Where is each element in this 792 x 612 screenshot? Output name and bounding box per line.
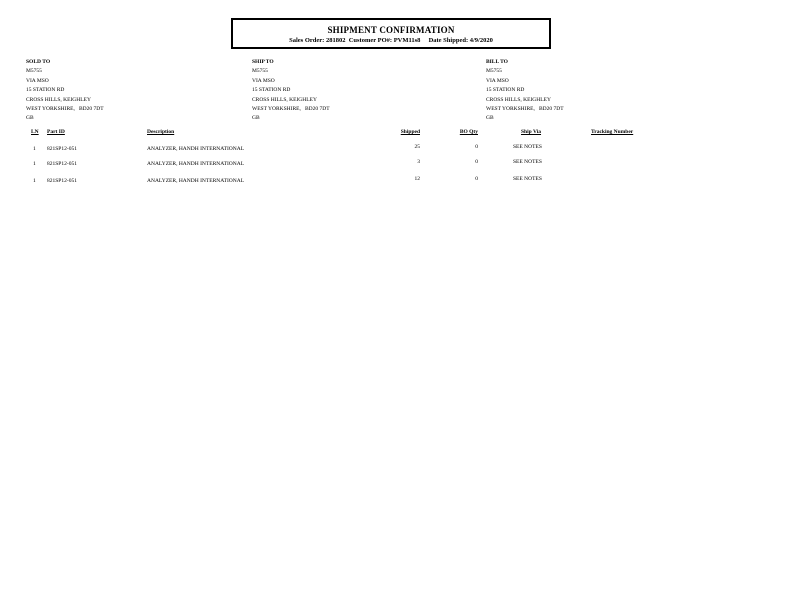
sold-to-line: GB xyxy=(26,115,34,122)
row-description: ANALYZER, HANDH INTERNATIONAL xyxy=(147,178,245,184)
row-bo-qty: 0 xyxy=(475,176,478,182)
ship-to-line: CROSS HILLS, KEIGHLEY xyxy=(252,96,317,103)
sold-to-block xyxy=(26,58,104,124)
sales-order-label: Sales Order: xyxy=(289,37,325,44)
row-part-id: 821SP12-051 xyxy=(47,146,77,152)
row-ln: 1 xyxy=(33,178,36,184)
date-shipped-label: Date Shipped: xyxy=(428,37,469,44)
document-title-box xyxy=(231,18,551,49)
column-header-part-id: Part ID xyxy=(47,129,65,135)
bill-to-line: WEST YORKSHIRE, BD20 7DT xyxy=(486,106,564,113)
ship-to-line: 15 STATION RD xyxy=(252,87,291,94)
sales-order-number: 281802 xyxy=(325,37,346,44)
ship-to-line: M5755 xyxy=(252,68,268,75)
row-ln: 1 xyxy=(33,146,36,152)
column-header-shipped: Shipped xyxy=(400,129,420,135)
bill-to-line: M5755 xyxy=(486,68,502,75)
row-shipped: 3 xyxy=(417,159,420,165)
row-description: ANALYZER, HANDH INTERNATIONAL xyxy=(147,161,245,167)
date-shipped-value: 4/9/2020 xyxy=(469,37,493,44)
sold-to-line: CROSS HILLS, KEIGHLEY xyxy=(26,96,91,103)
ship-to-line: VIA MSO xyxy=(252,77,275,84)
sold-to-line: WEST YORKSHIRE, BD20 7DT xyxy=(26,106,104,113)
column-header-ln: LN xyxy=(31,129,39,135)
column-header-tracking-number: Tracking Number xyxy=(591,129,634,135)
row-ship-via: SEE NOTES xyxy=(513,176,542,182)
row-bo-qty: 0 xyxy=(475,144,478,150)
row-shipped: 12 xyxy=(414,176,420,182)
column-header-bo-qty: BO Qty xyxy=(459,129,478,135)
sold-to-line: 15 STATION RD xyxy=(26,87,65,94)
row-part-id: 821SP12-051 xyxy=(47,161,77,167)
ship-to-line: GB xyxy=(252,115,260,122)
bill-to-line: CROSS HILLS, KEIGHLEY xyxy=(486,96,551,103)
row-description: ANALYZER, HANDH INTERNATIONAL xyxy=(147,146,245,152)
sold-to-line: M5755 xyxy=(26,68,42,75)
row-shipped: 25 xyxy=(414,144,420,150)
bill-to-line: GB xyxy=(486,115,494,122)
bill-to-line: VIA MSO xyxy=(486,77,509,84)
column-header-description: Description xyxy=(147,129,175,135)
order-summary-line xyxy=(233,37,549,44)
bill-to-block xyxy=(486,58,564,124)
document-title: SHIPMENT CONFIRMATION xyxy=(327,25,455,35)
customer-po-label: Customer PO#: xyxy=(348,37,393,44)
ship-to-block xyxy=(252,58,330,124)
ship-to-line: WEST YORKSHIRE, BD20 7DT xyxy=(252,106,330,113)
row-part-id: 821SP12-051 xyxy=(47,178,77,184)
sold-to-line: VIA MSO xyxy=(26,77,49,84)
row-ship-via: SEE NOTES xyxy=(513,144,542,150)
customer-po-number: PVM11s8 xyxy=(393,37,421,44)
row-ln: 1 xyxy=(33,161,36,167)
row-bo-qty: 0 xyxy=(475,159,478,165)
row-ship-via: SEE NOTES xyxy=(513,159,542,165)
sold-to-heading: SOLD TO xyxy=(26,59,51,65)
column-header-ship-via: Ship Via xyxy=(521,129,542,135)
ship-to-heading: SHIP TO xyxy=(252,59,274,65)
bill-to-line: 15 STATION RD xyxy=(486,87,525,94)
bill-to-heading: BILL TO xyxy=(486,59,508,65)
